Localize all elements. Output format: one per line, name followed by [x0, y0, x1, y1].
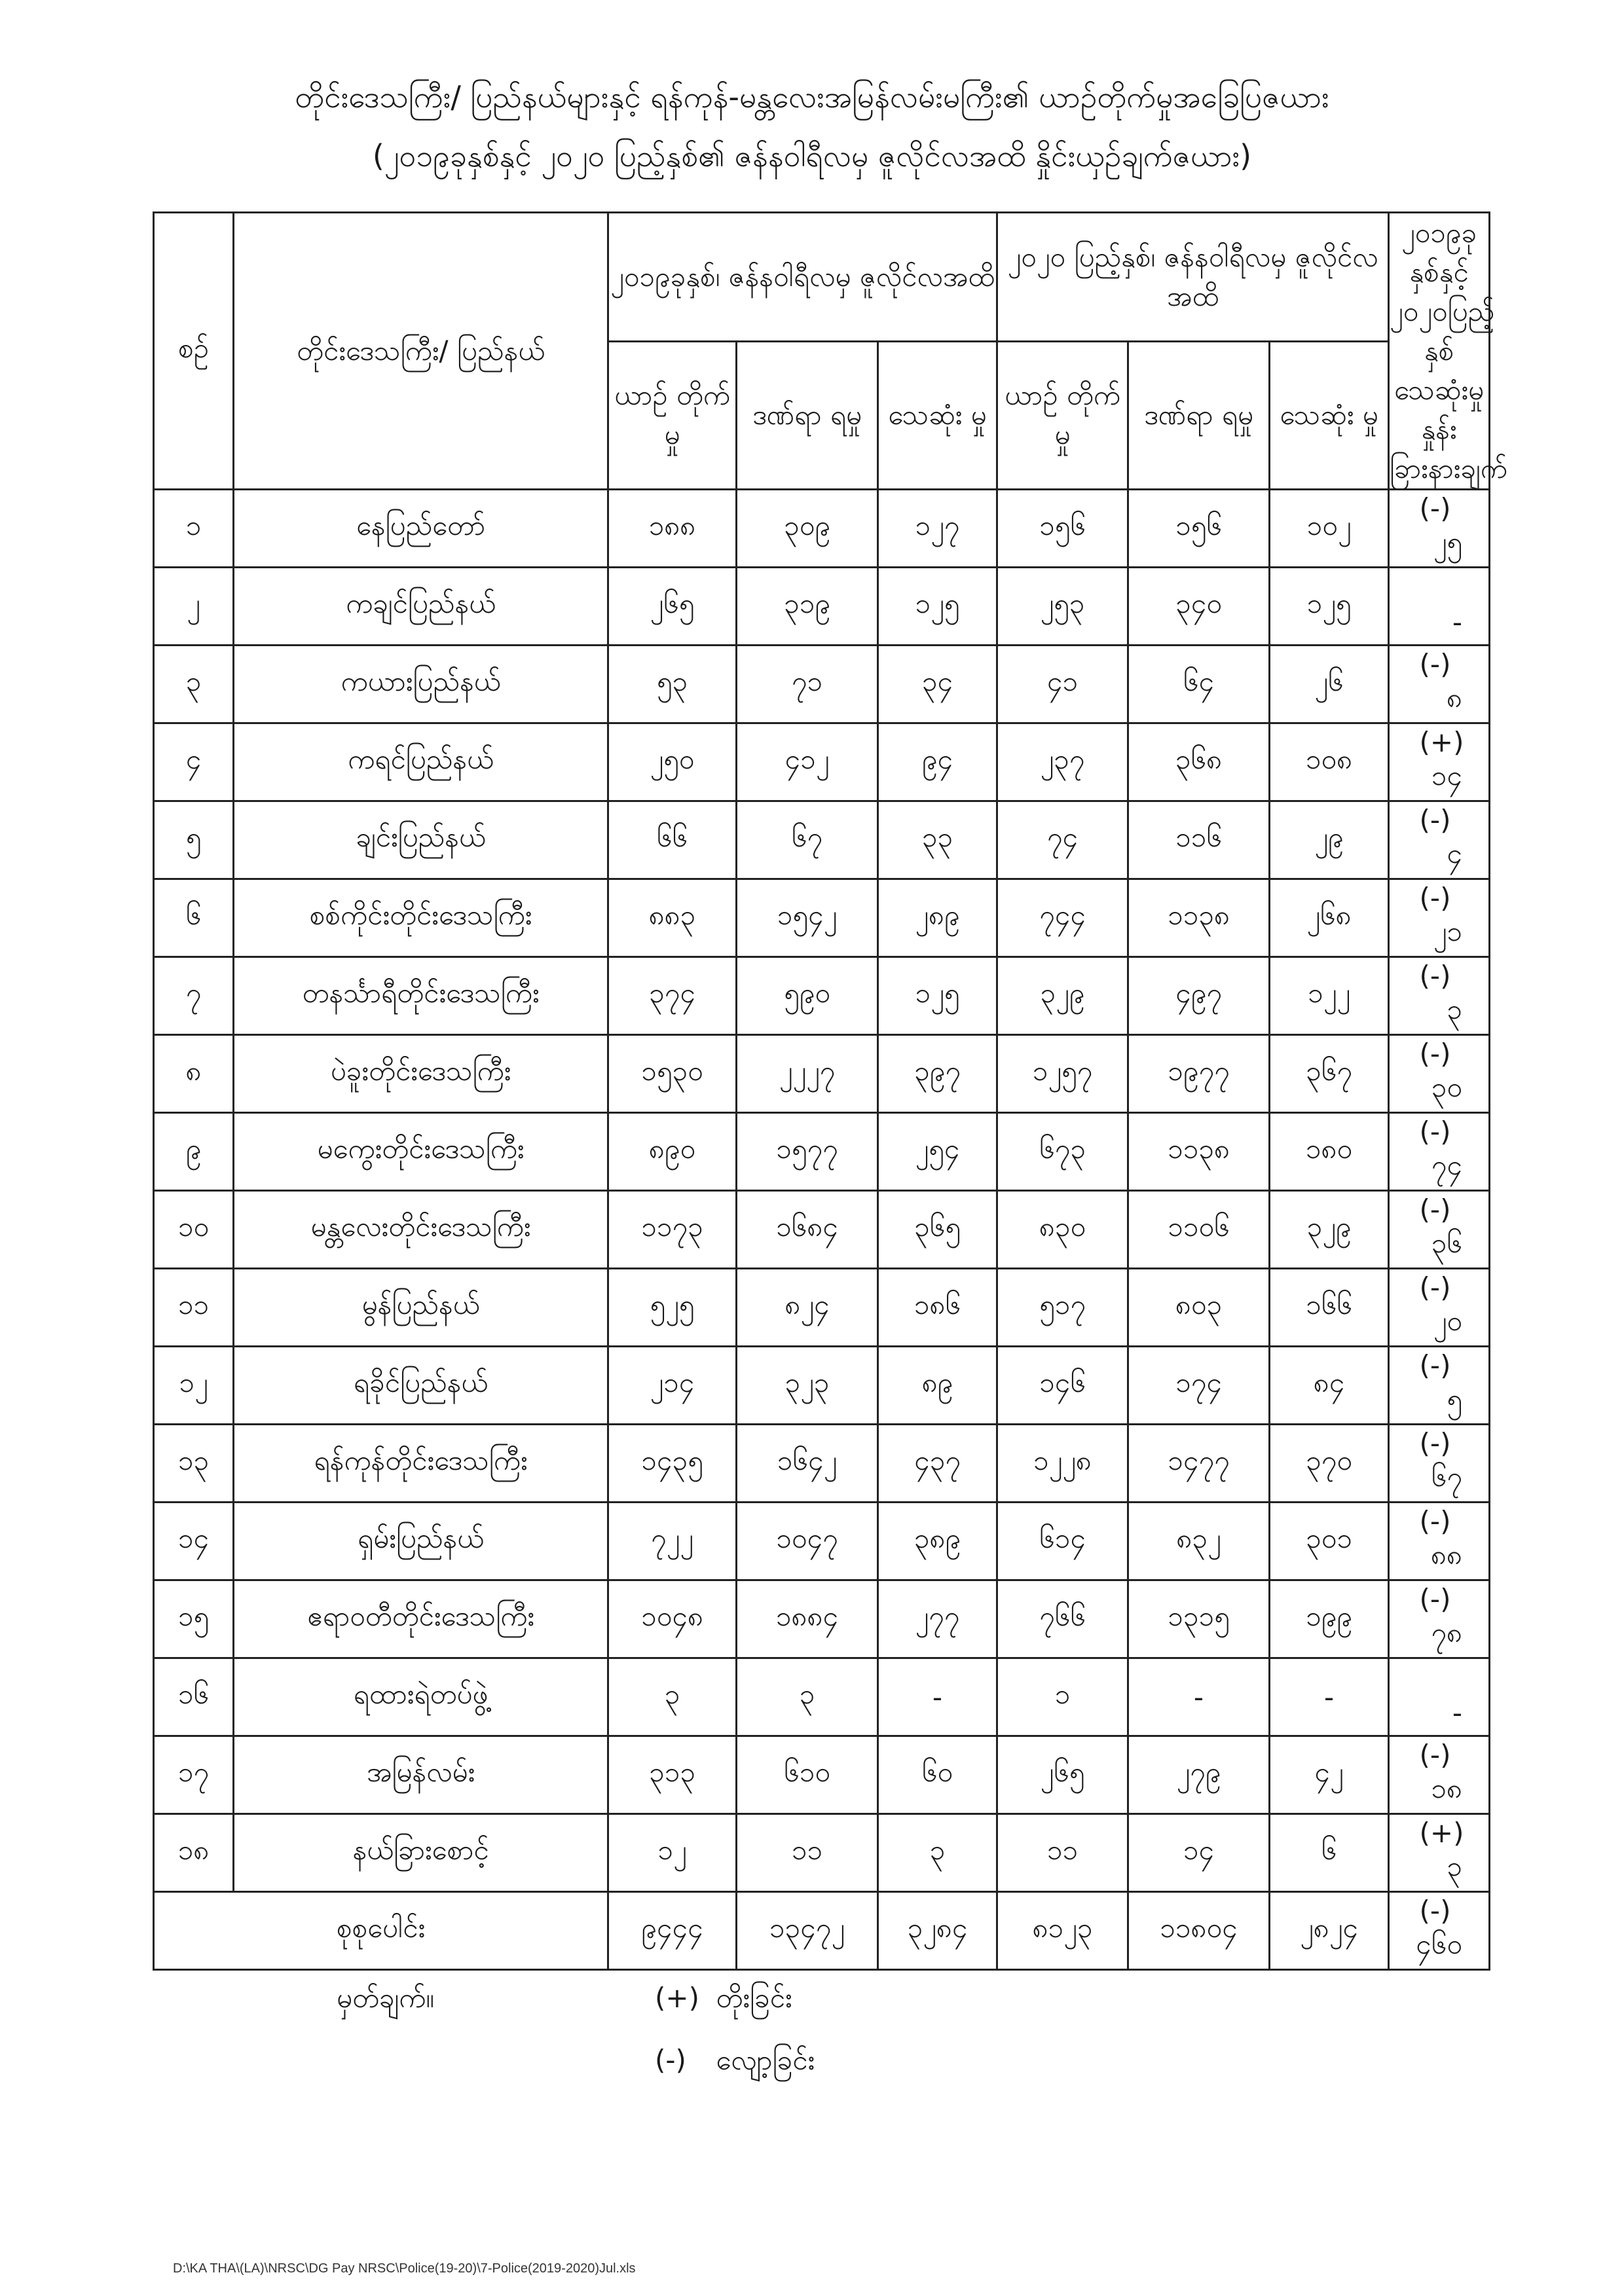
diff-value: ၂၁	[1433, 915, 1463, 947]
cell-difference	[1389, 801, 1490, 879]
total-deaths-2019: ၃၂၈၄	[878, 1892, 997, 1970]
cell-difference	[1389, 1113, 1490, 1191]
total-difference	[1389, 1892, 1490, 1970]
cell-deaths-2020: ၁၂၂	[1270, 957, 1389, 1035]
cell-region: နေပြည်တော်	[234, 490, 608, 568]
header-deaths-2019: သေဆုံး မှု	[878, 341, 997, 489]
cell-injured-2020: ၃၄၀	[1128, 568, 1270, 646]
cell-accidents-2019: ၂၁၄	[608, 1347, 737, 1425]
cell-no: ၁၄	[154, 1503, 234, 1580]
cell-no: ၁၈	[154, 1814, 234, 1892]
cell-accidents-2019: ၁၄၃၅	[608, 1425, 737, 1503]
cell-injured-2019: ၄၁၂	[737, 723, 878, 801]
cell-accidents-2020: ၁၂၂၈	[997, 1425, 1128, 1503]
diff-sign: (-)	[1419, 881, 1451, 914]
cell-no: ၁	[154, 490, 234, 568]
cell-accidents-2019: ၈၈၃	[608, 879, 737, 957]
diff-sign: (-)	[1419, 1271, 1451, 1303]
file-path-footer: D:\KA THA\(LA)\NRSC\DG Pay NRSC\Police(19-20)\7-Police(2019-2020)Jul.xls	[173, 2261, 636, 2276]
cell-deaths-2020: ၃၀၁	[1270, 1503, 1389, 1580]
cell-injured-2019: ၆၇	[737, 801, 878, 879]
cell-deaths-2019: ၃၄	[878, 646, 997, 723]
cell-accidents-2020: ၃၂၉	[997, 957, 1128, 1035]
total-deaths-2020: ၂၈၂၄	[1270, 1892, 1389, 1970]
cell-region: ကယားပြည်နယ်	[234, 646, 608, 723]
cell-deaths-2019: ၁၂၅	[878, 568, 997, 646]
cell-deaths-2019: ၆၀	[878, 1736, 997, 1814]
cell-accidents-2019: ၂၅၀	[608, 723, 737, 801]
cell-injured-2020: ၄၉၇	[1128, 957, 1270, 1035]
cell-no: ၁၃	[154, 1425, 234, 1503]
cell-injured-2019: ၁၈၈၄	[737, 1580, 878, 1658]
cell-difference	[1389, 957, 1490, 1035]
total-injured-2019: ၁၃၄၇၂	[737, 1892, 878, 1970]
diff-sign: (-)	[1419, 1738, 1451, 1771]
cell-no: ၆	[154, 879, 234, 957]
cell-accidents-2019: ၆၆	[608, 801, 737, 879]
cell-injured-2020: ၂၇၉	[1128, 1736, 1270, 1814]
table-row	[154, 1814, 1490, 1892]
diff-value: ၃၀	[1431, 1070, 1463, 1103]
cell-deaths-2020: ၈၄	[1270, 1347, 1389, 1425]
cell-injured-2019: ၁၁	[737, 1814, 878, 1892]
cell-region: ဧရာဝတီတိုင်းဒေသကြီး	[234, 1580, 608, 1658]
table-row	[154, 1658, 1490, 1736]
cell-deaths-2019: ၁၂၇	[878, 490, 997, 568]
cell-deaths-2020: ၆	[1270, 1814, 1389, 1892]
cell-deaths-2019: ၉၄	[878, 723, 997, 801]
cell-region: မန္တလေးတိုင်းဒေသကြီး	[234, 1191, 608, 1269]
cell-deaths-2020: ၃၆၇	[1270, 1035, 1389, 1113]
diff-value: ၃	[1447, 1850, 1463, 1882]
cell-deaths-2020: ၂၉	[1270, 801, 1389, 879]
diff-sign: (-)	[1419, 959, 1451, 992]
legend-increase-sign: (+)	[655, 1982, 699, 2014]
cell-injured-2020: ၁၁၀၆	[1128, 1191, 1270, 1269]
legend-decrease	[655, 2043, 815, 2083]
diff-sign: (-)	[1419, 1894, 1451, 1927]
diff-sign: (-)	[1419, 1349, 1451, 1381]
cell-injured-2019: ၁၅၄၂	[737, 879, 878, 957]
diff-value: -	[1452, 1697, 1463, 1729]
cell-injured-2020: ၈၀၃	[1128, 1269, 1270, 1347]
diff-value: ၄၆၀	[1416, 1927, 1463, 1960]
cell-accidents-2019: ၁၂	[608, 1814, 737, 1892]
diff-value: ၃၆	[1431, 1226, 1463, 1259]
cell-injured-2019: ၁၆၄၂	[737, 1425, 878, 1503]
cell-injured-2020: ၁၃၁၅	[1128, 1580, 1270, 1658]
cell-accidents-2020: ၁၁	[997, 1814, 1128, 1892]
total-accidents-2020: ၈၁၂၃	[997, 1892, 1128, 1970]
cell-injured-2020: ၁၇၄	[1128, 1347, 1270, 1425]
cell-region: ရခိုင်ပြည်နယ်	[234, 1347, 608, 1425]
cell-deaths-2020: ၁၂၅	[1270, 568, 1389, 646]
cell-no: ၁၀	[154, 1191, 234, 1269]
cell-no: ၁၇	[154, 1736, 234, 1814]
total-injured-2020: ၁၁၈၀၄	[1128, 1892, 1270, 1970]
diff-sign: (+)	[1419, 1816, 1464, 1849]
table-row	[154, 1736, 1490, 1814]
cell-accidents-2019: ၃၁၃	[608, 1736, 737, 1814]
cell-deaths-2019: ၁၂၅	[878, 957, 997, 1035]
cell-region: စစ်ကိုင်းတိုင်းဒေသကြီး	[234, 879, 608, 957]
header-accidents-2020: ယာဉ် တိုက်မှု	[997, 341, 1128, 489]
cell-injured-2019: ၃၀၉	[737, 490, 878, 568]
cell-accidents-2020: ၂၃၇	[997, 723, 1128, 801]
cell-region: ပဲခူးတိုင်းဒေသကြီး	[234, 1035, 608, 1113]
header-injured-2019: ဒဏ်ရာ ရမှု	[737, 341, 878, 489]
cell-difference	[1389, 646, 1490, 723]
cell-accidents-2020: ၂၅၃	[997, 568, 1128, 646]
cell-injured-2020: ၆၄	[1128, 646, 1270, 723]
diff-value: ၁၈	[1431, 1772, 1463, 1804]
cell-difference	[1389, 1580, 1490, 1658]
cell-deaths-2019: ၃၆၅	[878, 1191, 997, 1269]
cell-accidents-2019: ၅၂၅	[608, 1269, 737, 1347]
cell-difference	[1389, 1425, 1490, 1503]
cell-accidents-2019: ၃	[608, 1658, 737, 1736]
cell-deaths-2020: ၂၆၈	[1270, 879, 1389, 957]
diff-sign: (-)	[1419, 1193, 1451, 1226]
cell-region: ချင်းပြည်နယ်	[234, 801, 608, 879]
cell-accidents-2020: ၁	[997, 1658, 1128, 1736]
cell-accidents-2020: ၄၁	[997, 646, 1128, 723]
cell-difference	[1389, 1503, 1490, 1580]
cell-injured-2020: ၁၄၇၇	[1128, 1425, 1270, 1503]
cell-accidents-2019: ၁၁၇၃	[608, 1191, 737, 1269]
cell-injured-2020: ၃၆၈	[1128, 723, 1270, 801]
cell-deaths-2020: ၁၈၀	[1270, 1113, 1389, 1191]
cell-difference	[1389, 1814, 1490, 1892]
diff-value: -	[1452, 606, 1463, 638]
table-row	[154, 646, 1490, 723]
cell-injured-2019: ၁၅၇၇	[737, 1113, 878, 1191]
diff-value: ၄	[1447, 837, 1463, 869]
diff-sign: (-)	[1419, 1115, 1451, 1148]
cell-difference	[1389, 1736, 1490, 1814]
table-row	[154, 1113, 1490, 1191]
table-row	[154, 1191, 1490, 1269]
cell-accidents-2019: ၁၅၃၀	[608, 1035, 737, 1113]
cell-difference	[1389, 1347, 1490, 1425]
diff-value: ၂၅	[1433, 525, 1463, 558]
cell-region: ရန်ကုန်တိုင်းဒေသကြီး	[234, 1425, 608, 1503]
cell-accidents-2020: ၅၁၇	[997, 1269, 1128, 1347]
diff-value: ၅	[1447, 1382, 1463, 1415]
table-row	[154, 801, 1490, 879]
table-row	[154, 568, 1490, 646]
cell-accidents-2020: ၂၆၅	[997, 1736, 1128, 1814]
cell-accidents-2019: ၂၆၅	[608, 568, 737, 646]
table-row	[154, 723, 1490, 801]
table-row	[154, 490, 1490, 568]
legend-decrease-text: လျော့ခြင်း	[716, 2044, 815, 2076]
cell-accidents-2020: ၇၄	[997, 801, 1128, 879]
cell-injured-2020: ၁၁၃၈	[1128, 1113, 1270, 1191]
cell-injured-2020: ၁၄	[1128, 1814, 1270, 1892]
header-deaths-2020: သေဆုံး မှု	[1270, 341, 1389, 489]
cell-region: ရထားရဲတပ်ဖွဲ့	[234, 1658, 608, 1736]
diff-value: ၈	[1447, 681, 1463, 714]
total-label: စုစုပေါင်း	[154, 1892, 608, 1970]
cell-deaths-2019: ၈၉	[878, 1347, 997, 1425]
cell-no: ၃	[154, 646, 234, 723]
cell-difference	[1389, 490, 1490, 568]
cell-injured-2019: ၃၁၉	[737, 568, 878, 646]
table-row	[154, 1269, 1490, 1347]
cell-region: ကချင်ပြည်နယ်	[234, 568, 608, 646]
cell-difference	[1389, 568, 1490, 646]
cell-difference	[1389, 723, 1490, 801]
diff-sign: (-)	[1419, 492, 1451, 524]
cell-no: ၄	[154, 723, 234, 801]
cell-deaths-2020: ၁၉၉	[1270, 1580, 1389, 1658]
diff-sign: (-)	[1419, 803, 1451, 836]
diff-value: ၇၄	[1431, 1148, 1463, 1181]
diff-sign: (-)	[1419, 1427, 1451, 1459]
cell-accidents-2019: ၁၈၈	[608, 490, 737, 568]
cell-accidents-2020: ၁၂၅၇	[997, 1035, 1128, 1113]
cell-injured-2019: ၁၆၈၄	[737, 1191, 878, 1269]
total-row	[154, 1892, 1490, 1970]
table-row	[154, 879, 1490, 957]
cell-region: တနင်္သာရီတိုင်းဒေသကြီး	[234, 957, 608, 1035]
cell-injured-2020: ၁၉၇၇	[1128, 1035, 1270, 1113]
cell-difference	[1389, 1191, 1490, 1269]
header-region: တိုင်းဒေသကြီး/ ပြည်နယ်	[234, 213, 608, 490]
cell-deaths-2019: ၂၈၉	[878, 879, 997, 957]
cell-difference	[1389, 1035, 1490, 1113]
diff-sign: (-)	[1419, 1504, 1451, 1537]
diff-value: ၈၈	[1431, 1538, 1463, 1571]
cell-deaths-2019: ၃၃	[878, 801, 997, 879]
diff-value: ၇၈	[1431, 1616, 1463, 1649]
cell-accidents-2020: ၁၅၆	[997, 490, 1128, 568]
cell-region: ကရင်ပြည်နယ်	[234, 723, 608, 801]
cell-injured-2020: ၁၅၆	[1128, 490, 1270, 568]
cell-no: ၅	[154, 801, 234, 879]
cell-difference	[1389, 879, 1490, 957]
header-injured-2020: ဒဏ်ရာ ရမှု	[1128, 341, 1270, 489]
page-subtitle: (၂၀၁၉ခုနှစ်နှင့် ၂၀၂၀ ပြည့်နှစ်၏ ဇန်နဝါရီလမှ ဇူလိုင်လအထိ နှိုင်းယှဉ်ချက်ဇယား)	[372, 138, 1252, 173]
cell-no: ၁၂	[154, 1347, 234, 1425]
cell-injured-2020: -	[1128, 1658, 1270, 1736]
diff-value: ၁၄	[1431, 759, 1463, 792]
cell-accidents-2020: ၁၄၆	[997, 1347, 1128, 1425]
table-row	[154, 1580, 1490, 1658]
note-label: မှတ်ချက်။	[337, 1982, 434, 2014]
cell-accidents-2020: ၇၆၆	[997, 1580, 1128, 1658]
cell-injured-2019: ၇၁	[737, 646, 878, 723]
cell-deaths-2019: ၂၅၄	[878, 1113, 997, 1191]
cell-region: နယ်ခြားစောင့်	[234, 1814, 608, 1892]
cell-region: မကွေးတိုင်းဒေသကြီး	[234, 1113, 608, 1191]
cell-accidents-2019: ၃၇၄	[608, 957, 737, 1035]
cell-region: မွန်ပြည်နယ်	[234, 1269, 608, 1347]
cell-injured-2020: ၁၁၆	[1128, 801, 1270, 879]
cell-deaths-2019: ၃၈၉	[878, 1503, 997, 1580]
page-title: တိုင်းဒေသကြီး/ ပြည်နယ်များနှင့် ရန်ကုန်-မန္တလေးအမြန်လမ်းမကြီး၏ ယာဉ်တိုက်မှုအခြေပြဇယား	[295, 79, 1329, 115]
diff-sign: (+)	[1419, 725, 1464, 758]
cell-no: ၇	[154, 957, 234, 1035]
cell-injured-2019: ၅၉၀	[737, 957, 878, 1035]
table-row	[154, 1347, 1490, 1425]
cell-deaths-2019: -	[878, 1658, 997, 1736]
diff-sign: (-)	[1419, 1582, 1451, 1615]
total-accidents-2019: ၉၄၄၄	[608, 1892, 737, 1970]
diff-sign: (-)	[1419, 1037, 1451, 1070]
cell-deaths-2020: ၁၆၆	[1270, 1269, 1389, 1347]
cell-injured-2019: ၃	[737, 1658, 878, 1736]
cell-accidents-2020: ၈၃၀	[997, 1191, 1128, 1269]
cell-deaths-2020: ၃၂၉	[1270, 1191, 1389, 1269]
header-accidents-2019: ယာဉ် တိုက်မှု	[608, 341, 737, 489]
cell-deaths-2019: ၂၇၇	[878, 1580, 997, 1658]
legend-increase-text: တိုးခြင်း	[716, 1982, 792, 2014]
cell-no: ၁၁	[154, 1269, 234, 1347]
cell-deaths-2020: ၃၇၀	[1270, 1425, 1389, 1503]
legend-decrease-sign: (-)	[655, 2044, 686, 2076]
cell-injured-2019: ၂၂၂၇	[737, 1035, 878, 1113]
table-row	[154, 1503, 1490, 1580]
diff-value: ၃	[1447, 993, 1463, 1025]
cell-deaths-2020: ၄၂	[1270, 1736, 1389, 1814]
cell-deaths-2019: ၄၃၇	[878, 1425, 997, 1503]
header-sr: စဉ်	[154, 213, 234, 490]
cell-accidents-2020: ၆၁၄	[997, 1503, 1128, 1580]
legend-increase	[655, 1980, 792, 2021]
cell-no: ၈	[154, 1035, 234, 1113]
table-row	[154, 1035, 1490, 1113]
cell-difference	[1389, 1658, 1490, 1736]
cell-deaths-2020: ၂၆	[1270, 646, 1389, 723]
diff-sign: (-)	[1419, 647, 1451, 680]
accident-table	[153, 211, 1507, 1971]
cell-no: ၁၅	[154, 1580, 234, 1658]
cell-injured-2019: ၃၂၃	[737, 1347, 878, 1425]
cell-injured-2019: ၁၀၄၇	[737, 1503, 878, 1580]
cell-region: အမြန်လမ်း	[234, 1736, 608, 1814]
cell-injured-2019: ၈၂၄	[737, 1269, 878, 1347]
cell-no: ၂	[154, 568, 234, 646]
cell-no: ၉	[154, 1113, 234, 1191]
diff-value: ၆၇	[1431, 1460, 1463, 1493]
cell-deaths-2019: ၃	[878, 1814, 997, 1892]
cell-accidents-2019: ၇၂၂	[608, 1503, 737, 1580]
cell-deaths-2019: ၃၉၇	[878, 1035, 997, 1113]
header-difference: ၂၀၁၉ခုနှစ်နှင့် ၂၀၂၀ပြည့်နှစ် သေဆုံးမှုနှုန်း ခြားနားချက်	[1389, 213, 1490, 490]
cell-deaths-2020: ၁၀၈	[1270, 723, 1389, 801]
table-row	[154, 957, 1490, 1035]
diff-value: ၂၀	[1433, 1304, 1463, 1337]
cell-deaths-2020: ၁၀၂	[1270, 490, 1389, 568]
cell-injured-2020: ၈၃၂	[1128, 1503, 1270, 1580]
cell-accidents-2019: ၁၀၄၈	[608, 1580, 737, 1658]
cell-no: ၁၆	[154, 1658, 234, 1736]
cell-injured-2020: ၁၁၃၈	[1128, 879, 1270, 957]
cell-deaths-2019: ၁၈၆	[878, 1269, 997, 1347]
cell-region: ရှမ်းပြည်နယ်	[234, 1503, 608, 1580]
header-period-2020: ၂၀၂၀ ပြည့်နှစ်၊ ဇန်နဝါရီလမှ ဇူလိုင်လအထိ	[997, 213, 1389, 342]
header-period-2019: ၂၀၁၉ခုနှစ်၊ ဇန်နဝါရီလမှ ဇူလိုင်လအထိ	[608, 213, 997, 342]
cell-accidents-2020: ၆၇၃	[997, 1113, 1128, 1191]
cell-accidents-2020: ၇၄၄	[997, 879, 1128, 957]
cell-deaths-2020: -	[1270, 1658, 1389, 1736]
table-row	[154, 1425, 1490, 1503]
cell-injured-2019: ၆၁၀	[737, 1736, 878, 1814]
cell-accidents-2019: ၈၉၀	[608, 1113, 737, 1191]
cell-accidents-2019: ၅၃	[608, 646, 737, 723]
cell-difference	[1389, 1269, 1490, 1347]
